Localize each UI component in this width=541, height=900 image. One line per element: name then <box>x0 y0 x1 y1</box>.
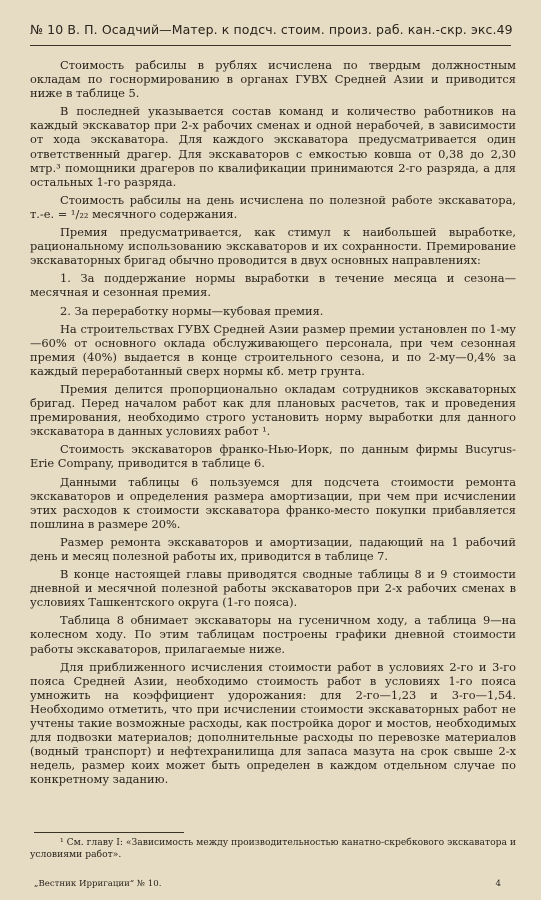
page-footer <box>34 879 501 889</box>
body-text <box>30 58 516 791</box>
running-header-title: № 10 В. П. Осадчий—Матер. к подсч. стоим. произ. раб. кан.-скр. экс. <box>30 22 497 37</box>
paragraph: На строительствах ГУВХ Средней Азии размер премии установлен по 1-му—60% от основного оклада обслуживающего персонала, при чем сезонная премия (40%) выдается в конце строительного сезона, и по 2-му—0,4% за каждый переработанный сверх нормы кб. метр грунта. <box>30 321 516 378</box>
header-rule <box>30 45 511 46</box>
paragraph: Премия предусматривается, как стимул к наибольшей выработке, рациональному использованию экскаваторов и их сохранности. Премирование экскаваторных бригад обычно проводится в двух основных направлениях: <box>30 225 516 268</box>
paragraph: В конце настоящей главы приводятся сводные таблицы 8 и 9 стоимости дневной и месячной полезной работы экскаваторов при 2-х рабочих сменах в условиях Ташкентского округа (1-го пояса). <box>30 567 516 610</box>
list-item: 1. За поддержание нормы выработки в течение месяца и сезона—месячная и сезонная премия. <box>30 271 516 300</box>
paragraph: Для приближенного исчисления стоимости работ в условиях 2-го и 3-го пояса Средней Азии, необходимо стоимость работ в условиях 1-го пояса умножить на коэффициент удорожания: для 2-го—1,23 и 3-го—1,54. Необходимо отметить, что при исчислении стоимости экскаваторных работ не учтены такие возможные расходы, как постройка дорог и мостов, необходимых для подвозки материалов; дополнительные расходы по перевозке материалов (водный транспорт) и нефтехранилища для запаса мазута на срок свыше 2-х недель, размер коих может быть определен в каждом отдельном случае по конкретному заданию. <box>30 659 516 787</box>
paragraph: Стоимость рабсилы на день исчислена по полезной работе экскаватора, т.-е. = ¹/₂₂ месячного содержания. <box>30 192 516 221</box>
paragraph: Стоимость экскаваторов франко-Нью-Иорк, по данным фирмы Bucyrus-Erie Company, приводится в таблице 6. <box>30 442 516 471</box>
paragraph: Размер ремонта экскаваторов и амортизации, падающий на 1 рабочий день и месяц полезной работы их, приводится в таблице 7. <box>30 534 516 563</box>
paragraph: Таблица 8 обнимает экскаваторы на гусеничном ходу, а таблица 9—на колесном ходу. По этим таблицам построены графики дневной стоимости работы экскаваторов, прилагаемые ниже. <box>30 613 516 656</box>
footnote: ¹ См. главу I: «Зависимость между производительностью канатно-скребкового экскаватора и условиями работ». <box>30 837 517 860</box>
paragraph: В последней указывается состав команд и количество работников на каждый экскаватор при 2-х рабочих сменах и одной нерабочей, в зависимости от хода экскаватора. Для каждого экскаватора предусматривается один ответственный драгер. Для экскаваторов с емкостью ковша от 0,38 до 2,30 мтр.³ помощники драгеров по квалификации принимаются 2-го разряда, а для остальных 1-го разряда. <box>30 104 516 189</box>
page-number: 49 <box>496 22 513 37</box>
paragraph: Данными таблицы 6 пользуемся для подсчета стоимости ремонта экскаваторов и определения размера амортизации, при чем при исчислении этих расходов к стоимости экскаватора франко-место покупки прибавляется пошлина в размере 20%. <box>30 474 516 531</box>
paragraph: Стоимость рабсилы в рублях исчислена по твердым должностным окладам по госнормированию в органах ГУВХ Средней Азии и приводится ниже в таблице 5. <box>30 58 516 101</box>
journal-title: „Вестник Ирригации“ № 10. <box>34 879 162 889</box>
signature-mark: 4 <box>495 879 501 889</box>
paragraph: Премия делится пропорционально окладам сотрудников экскаваторных бригад. Перед началом работ как для плановых расчетов, так и проведения премирования, необходимо строго установить норму выработки для данного экскаватора в данных условиях работ ¹. <box>30 381 516 439</box>
footnote-rule <box>34 832 184 833</box>
running-header <box>30 22 513 37</box>
list-item: 2. За переработку нормы—кубовая премия. <box>60 303 324 318</box>
